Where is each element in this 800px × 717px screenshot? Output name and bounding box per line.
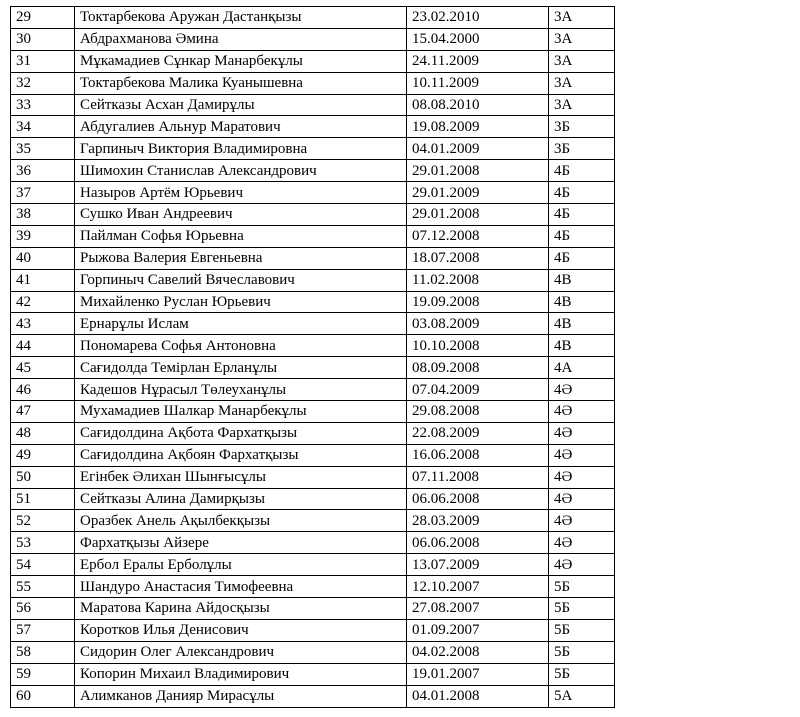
student-name-cell: Абдугалиев Альнур Маратович — [75, 116, 407, 138]
table-row — [11, 28, 615, 50]
table-row — [11, 72, 615, 94]
birth-date-cell: 06.06.2008 — [407, 532, 549, 554]
row-number-cell: 34 — [11, 116, 75, 138]
student-name-cell: Сейтказы Асхан Дамирұлы — [75, 94, 407, 116]
class-grade-cell: 3А — [549, 94, 615, 116]
table-row — [11, 247, 615, 269]
birth-date-cell: 18.07.2008 — [407, 247, 549, 269]
class-grade-cell: 4Б — [549, 225, 615, 247]
class-grade-cell: 3Б — [549, 116, 615, 138]
row-number-cell: 49 — [11, 444, 75, 466]
roster-body — [11, 7, 615, 708]
table-row — [11, 269, 615, 291]
class-grade-cell: 4Б — [549, 182, 615, 204]
table-row — [11, 598, 615, 620]
row-number-cell: 59 — [11, 663, 75, 685]
row-number-cell: 41 — [11, 269, 75, 291]
row-number-cell: 43 — [11, 313, 75, 335]
table-row — [11, 488, 615, 510]
class-grade-cell: 4Ә — [549, 422, 615, 444]
student-name-cell: Кадешов Нұрасыл Төлеуханұлы — [75, 379, 407, 401]
class-grade-cell: 4Ә — [549, 401, 615, 423]
birth-date-cell: 04.02.2008 — [407, 641, 549, 663]
table-row — [11, 510, 615, 532]
table-row — [11, 444, 615, 466]
birth-date-cell: 29.01.2008 — [407, 160, 549, 182]
class-grade-cell: 3А — [549, 72, 615, 94]
student-name-cell: Пономарева Софья Антоновна — [75, 335, 407, 357]
birth-date-cell: 27.08.2007 — [407, 598, 549, 620]
class-grade-cell: 3Б — [549, 138, 615, 160]
class-grade-cell: 3А — [549, 50, 615, 72]
birth-date-cell: 08.09.2008 — [407, 357, 549, 379]
class-grade-cell: 4В — [549, 269, 615, 291]
class-grade-cell: 3А — [549, 28, 615, 50]
row-number-cell: 45 — [11, 357, 75, 379]
row-number-cell: 54 — [11, 554, 75, 576]
student-name-cell: Алимканов Данияр Мирасұлы — [75, 685, 407, 707]
birth-date-cell: 11.02.2008 — [407, 269, 549, 291]
student-name-cell: Гарпиныч Виктория Владимировна — [75, 138, 407, 160]
row-number-cell: 48 — [11, 422, 75, 444]
table-row — [11, 641, 615, 663]
birth-date-cell: 01.09.2007 — [407, 619, 549, 641]
birth-date-cell: 07.04.2009 — [407, 379, 549, 401]
student-name-cell: Маратова Карина Айдосқызы — [75, 598, 407, 620]
birth-date-cell: 10.10.2008 — [407, 335, 549, 357]
table-row — [11, 7, 615, 29]
row-number-cell: 42 — [11, 291, 75, 313]
table-row — [11, 663, 615, 685]
class-grade-cell: 5А — [549, 685, 615, 707]
row-number-cell: 39 — [11, 225, 75, 247]
student-name-cell: Фархатқызы Айзере — [75, 532, 407, 554]
class-grade-cell: 4Ә — [549, 510, 615, 532]
birth-date-cell: 10.11.2009 — [407, 72, 549, 94]
table-row — [11, 357, 615, 379]
birth-date-cell: 16.06.2008 — [407, 444, 549, 466]
class-grade-cell: 5Б — [549, 663, 615, 685]
student-name-cell: Шимохин Станислав Александрович — [75, 160, 407, 182]
table-row — [11, 576, 615, 598]
table-row — [11, 422, 615, 444]
table-row — [11, 225, 615, 247]
row-number-cell: 55 — [11, 576, 75, 598]
birth-date-cell: 15.04.2000 — [407, 28, 549, 50]
class-grade-cell: 4Ә — [549, 554, 615, 576]
table-row — [11, 182, 615, 204]
class-grade-cell: 4В — [549, 335, 615, 357]
birth-date-cell: 19.09.2008 — [407, 291, 549, 313]
student-name-cell: Сағидолдина Ақбоян Фархатқызы — [75, 444, 407, 466]
table-row — [11, 160, 615, 182]
student-name-cell: Шандуро Анастасия Тимофеевна — [75, 576, 407, 598]
table-row — [11, 94, 615, 116]
row-number-cell: 33 — [11, 94, 75, 116]
row-number-cell: 52 — [11, 510, 75, 532]
table-row — [11, 401, 615, 423]
student-name-cell: Назыров Артём Юрьевич — [75, 182, 407, 204]
row-number-cell: 50 — [11, 466, 75, 488]
birth-date-cell: 07.12.2008 — [407, 225, 549, 247]
table-row — [11, 116, 615, 138]
class-grade-cell: 4А — [549, 357, 615, 379]
class-grade-cell: 4Б — [549, 204, 615, 226]
class-grade-cell: 4Ә — [549, 444, 615, 466]
class-grade-cell: 4В — [549, 313, 615, 335]
student-name-cell: Пайлман Софья Юрьевна — [75, 225, 407, 247]
student-name-cell: Ербол Ералы Ерболұлы — [75, 554, 407, 576]
student-name-cell: Сидорин Олег Александрович — [75, 641, 407, 663]
table-row — [11, 313, 615, 335]
birth-date-cell: 19.01.2007 — [407, 663, 549, 685]
birth-date-cell: 04.01.2008 — [407, 685, 549, 707]
row-number-cell: 35 — [11, 138, 75, 160]
birth-date-cell: 13.07.2009 — [407, 554, 549, 576]
student-name-cell: Сағидолда Темірлан Ерланұлы — [75, 357, 407, 379]
row-number-cell: 51 — [11, 488, 75, 510]
row-number-cell: 58 — [11, 641, 75, 663]
table-row — [11, 466, 615, 488]
class-grade-cell: 5Б — [549, 576, 615, 598]
student-name-cell: Абдрахманова Әмина — [75, 28, 407, 50]
table-row — [11, 554, 615, 576]
student-name-cell: Коротков Илья Денисович — [75, 619, 407, 641]
student-name-cell: Оразбек Анель Ақылбекқызы — [75, 510, 407, 532]
class-grade-cell: 4Ә — [549, 488, 615, 510]
row-number-cell: 38 — [11, 204, 75, 226]
birth-date-cell: 22.08.2009 — [407, 422, 549, 444]
birth-date-cell: 04.01.2009 — [407, 138, 549, 160]
row-number-cell: 36 — [11, 160, 75, 182]
class-grade-cell: 4Ә — [549, 379, 615, 401]
birth-date-cell: 03.08.2009 — [407, 313, 549, 335]
row-number-cell: 31 — [11, 50, 75, 72]
row-number-cell: 29 — [11, 7, 75, 29]
row-number-cell: 53 — [11, 532, 75, 554]
table-row — [11, 50, 615, 72]
student-name-cell: Сушко Иван Андреевич — [75, 204, 407, 226]
table-row — [11, 532, 615, 554]
student-roster-table — [10, 6, 615, 708]
class-grade-cell: 4Б — [549, 160, 615, 182]
student-name-cell: Мухамадиев Шалкар Манарбекұлы — [75, 401, 407, 423]
row-number-cell: 60 — [11, 685, 75, 707]
birth-date-cell: 19.08.2009 — [407, 116, 549, 138]
birth-date-cell: 12.10.2007 — [407, 576, 549, 598]
student-name-cell: Егінбек Әлихан Шынғысұлы — [75, 466, 407, 488]
student-name-cell: Горпиныч Савелий Вячеславович — [75, 269, 407, 291]
birth-date-cell: 07.11.2008 — [407, 466, 549, 488]
table-row — [11, 335, 615, 357]
table-row — [11, 138, 615, 160]
class-grade-cell: 5Б — [549, 619, 615, 641]
student-name-cell: Рыжова Валерия Евгеньевна — [75, 247, 407, 269]
row-number-cell: 30 — [11, 28, 75, 50]
table-row — [11, 379, 615, 401]
student-name-cell: Ернарұлы Ислам — [75, 313, 407, 335]
row-number-cell: 57 — [11, 619, 75, 641]
class-grade-cell: 5Б — [549, 598, 615, 620]
table-row — [11, 291, 615, 313]
row-number-cell: 46 — [11, 379, 75, 401]
row-number-cell: 32 — [11, 72, 75, 94]
class-grade-cell: 4Б — [549, 247, 615, 269]
birth-date-cell: 29.08.2008 — [407, 401, 549, 423]
birth-date-cell: 29.01.2008 — [407, 204, 549, 226]
table-row — [11, 685, 615, 707]
student-name-cell: Токтарбекова Малика Куанышевна — [75, 72, 407, 94]
table-row — [11, 619, 615, 641]
birth-date-cell: 28.03.2009 — [407, 510, 549, 532]
class-grade-cell: 4Ә — [549, 532, 615, 554]
student-name-cell: Токтарбекова Аружан Дастанқызы — [75, 7, 407, 29]
birth-date-cell: 24.11.2009 — [407, 50, 549, 72]
student-name-cell: Сейтказы Алина Дамирқызы — [75, 488, 407, 510]
student-name-cell: Михайленко Руслан Юрьевич — [75, 291, 407, 313]
student-name-cell: Копорин Михаил Владимирович — [75, 663, 407, 685]
row-number-cell: 40 — [11, 247, 75, 269]
row-number-cell: 44 — [11, 335, 75, 357]
class-grade-cell: 4В — [549, 291, 615, 313]
class-grade-cell: 3А — [549, 7, 615, 29]
student-name-cell: Сағидолдина Ақбота Фархатқызы — [75, 422, 407, 444]
row-number-cell: 47 — [11, 401, 75, 423]
birth-date-cell: 08.08.2010 — [407, 94, 549, 116]
birth-date-cell: 23.02.2010 — [407, 7, 549, 29]
birth-date-cell: 29.01.2009 — [407, 182, 549, 204]
student-name-cell: Мұкамадиев Сұнкар Манарбекұлы — [75, 50, 407, 72]
birth-date-cell: 06.06.2008 — [407, 488, 549, 510]
row-number-cell: 37 — [11, 182, 75, 204]
table-row — [11, 204, 615, 226]
row-number-cell: 56 — [11, 598, 75, 620]
class-grade-cell: 4Ә — [549, 466, 615, 488]
class-grade-cell: 5Б — [549, 641, 615, 663]
